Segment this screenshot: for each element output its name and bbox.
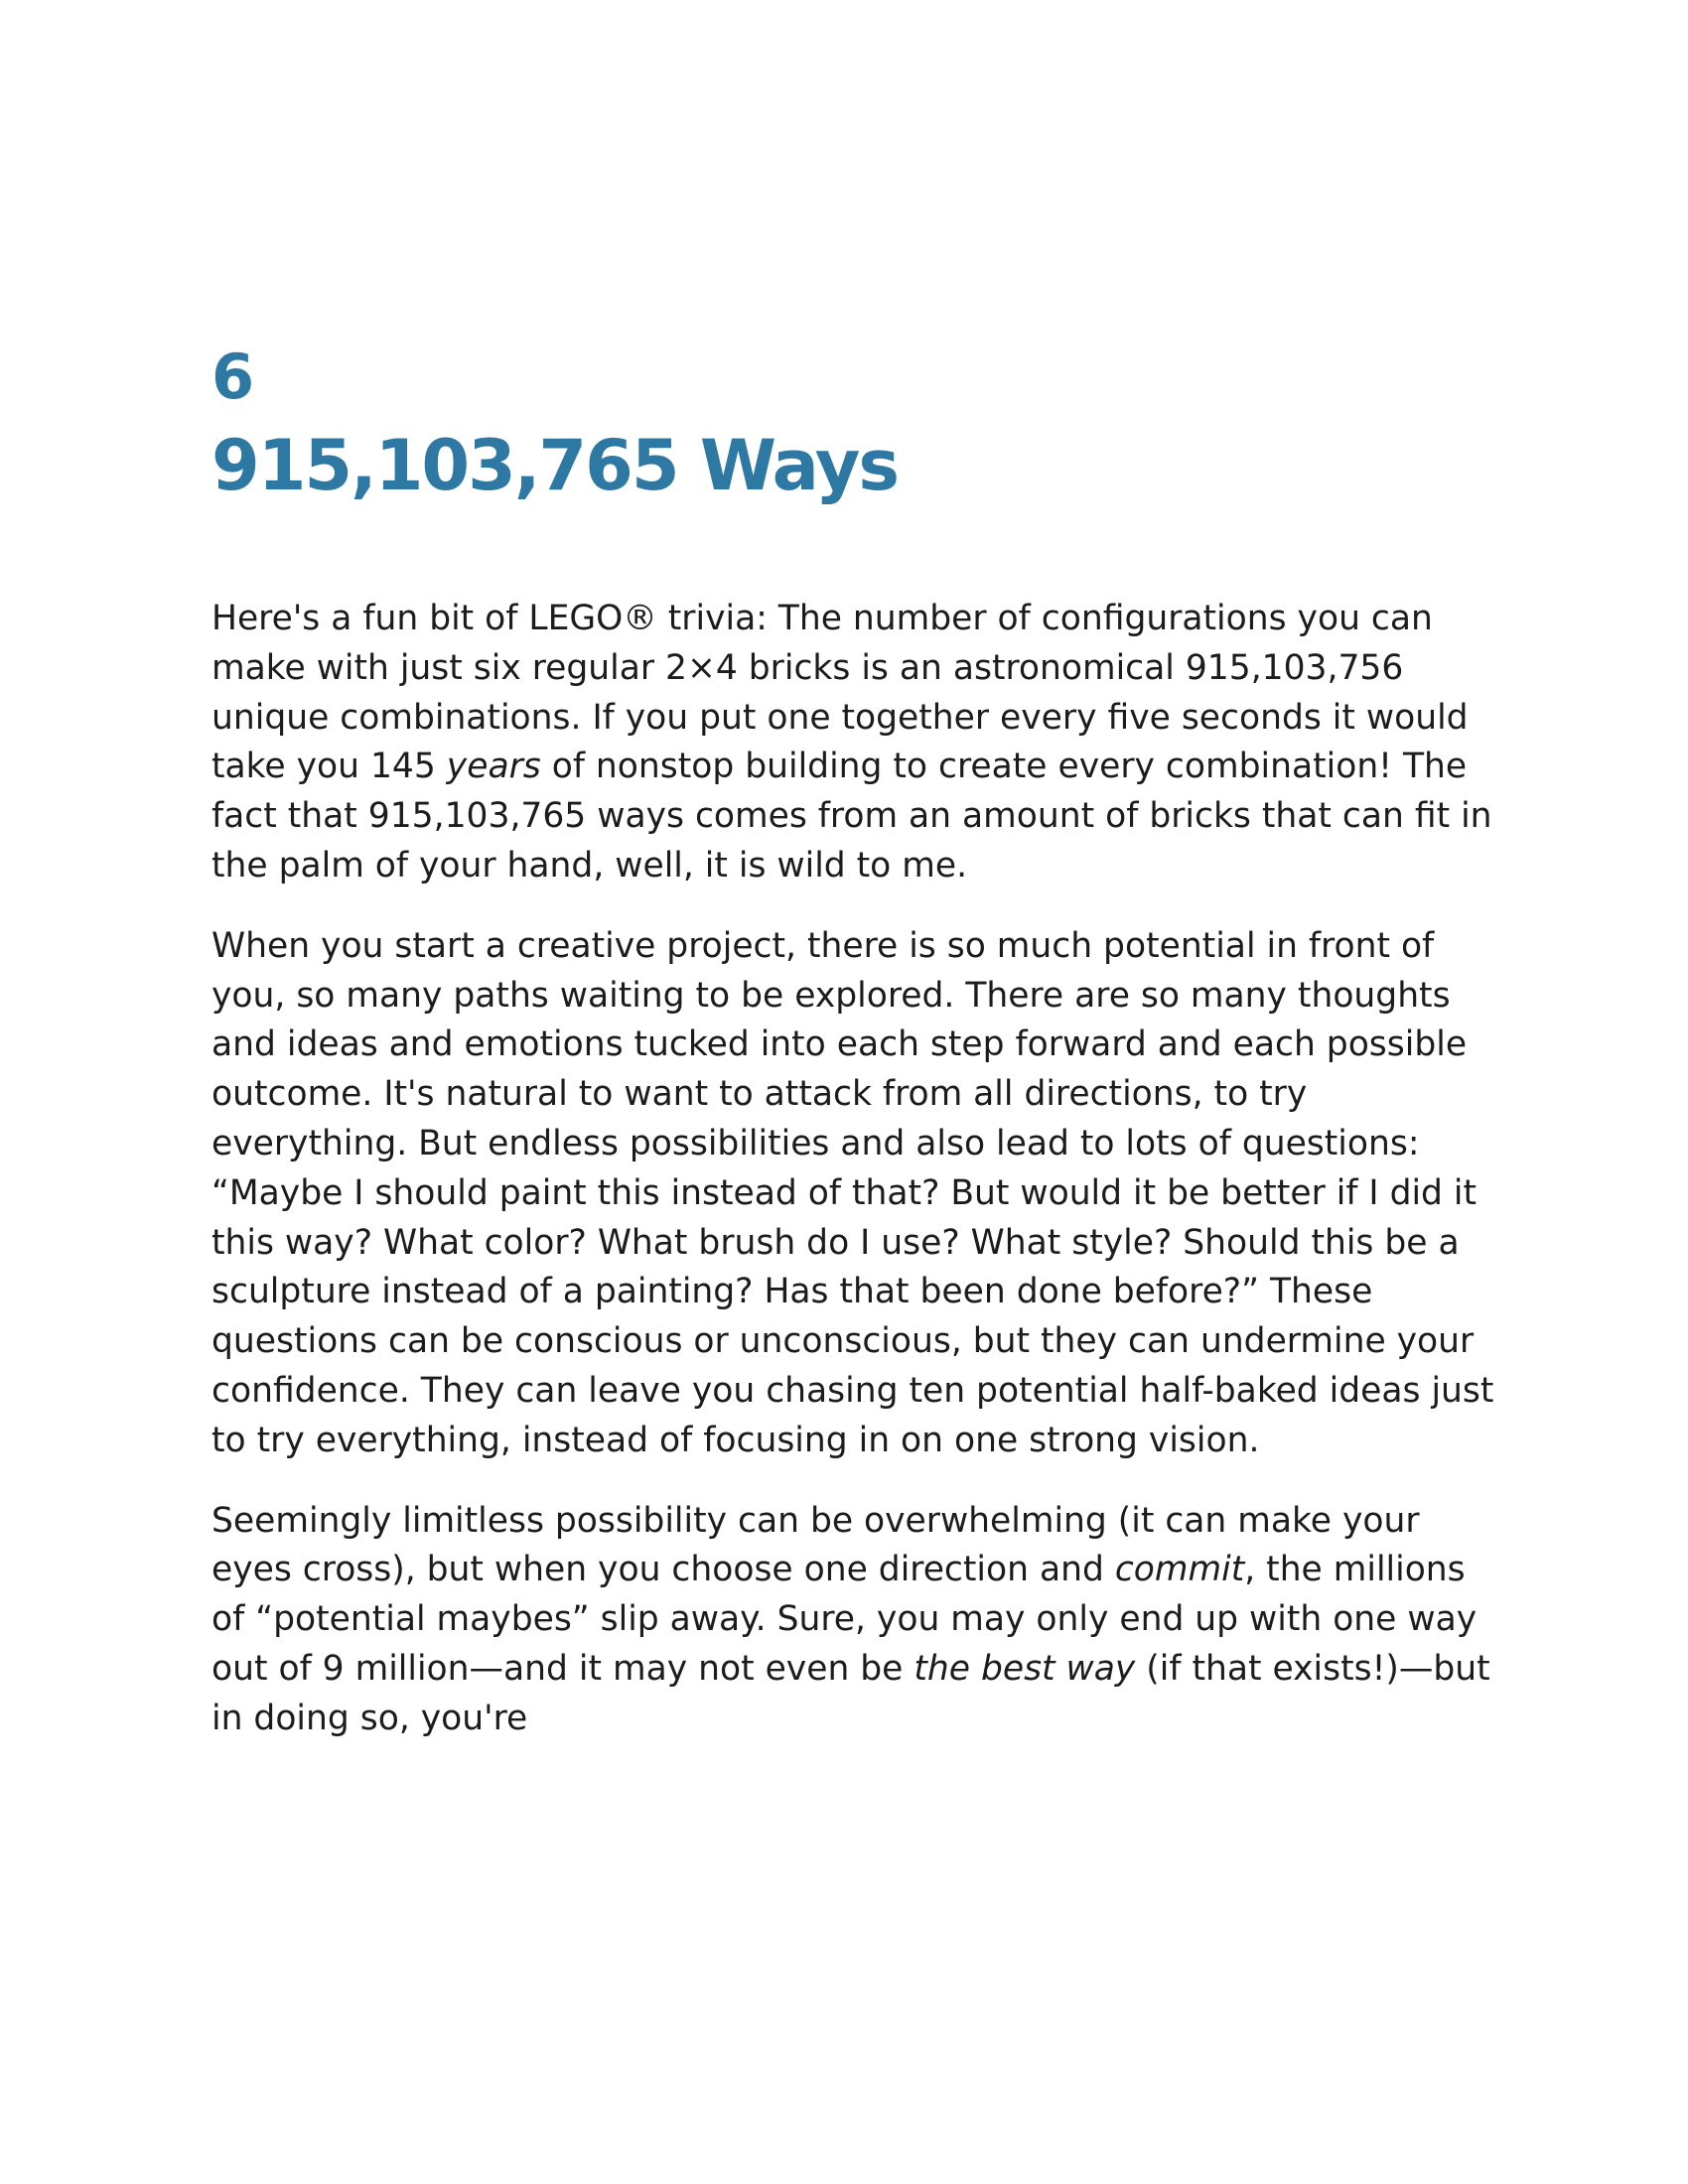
- paragraph-text: of nonstop building to create every combination! The fact that 915,103,765 ways comes from an amount of bricks that can fit in the palm of your hand, well, it is wild to me.: [211, 747, 1492, 886]
- paragraph-2: [211, 922, 1502, 1466]
- book-page: [211, 338, 1502, 1775]
- emphasis-text: the best way: [914, 1648, 1136, 1689]
- paragraph-text: Seemingly limitless possibility can be overwhelming (it can make your eyes cross), but when you choose one direction and: [211, 1500, 1420, 1590]
- paragraph-3: [211, 1497, 1502, 1744]
- paragraph-text: (if that exists!)—but in doing so, you're: [211, 1648, 1490, 1738]
- paragraph-text: Here's a fun bit of LEGO® trivia: The number of configurations you can make with just six regular 2×4 bricks is an astronomical 915,103,756 unique combinations. If you put one together every five seconds it would take you 145: [211, 599, 1469, 787]
- chapter-body: [211, 595, 1502, 1744]
- paragraph-text: , the millions of “potential maybes” slip away. Sure, you may only end up with one way out of 9 million—and it may not even be: [211, 1550, 1477, 1689]
- emphasis-text: commit: [1114, 1550, 1245, 1590]
- paragraph-1: [211, 595, 1502, 891]
- chapter-title: 915,103,765 Ways: [211, 425, 899, 506]
- chapter-number: 6: [211, 341, 254, 413]
- emphasis-text: years: [446, 747, 541, 787]
- paragraph-text: When you start a creative project, there is so much potential in front of you, so many paths waiting to be explored. There are so many thoughts and ideas and emotions tucked into each step forward and each possible outcome. It's natural to want to attack from all directions, to try everything. But endless possibilities and also lead to lots of questions: “Maybe I should paint this instead of that? But would it be better if I did it this way? What color? What brush do I use? What style? Should this be a sculpture instead of a painting? Has that been done before?” These questions can be conscious or unconscious, but they can undermine your confidence. They can leave you chasing ten potential half-baked ideas just to try everything, instead of focusing in on one strong vision.: [211, 925, 1494, 1460]
